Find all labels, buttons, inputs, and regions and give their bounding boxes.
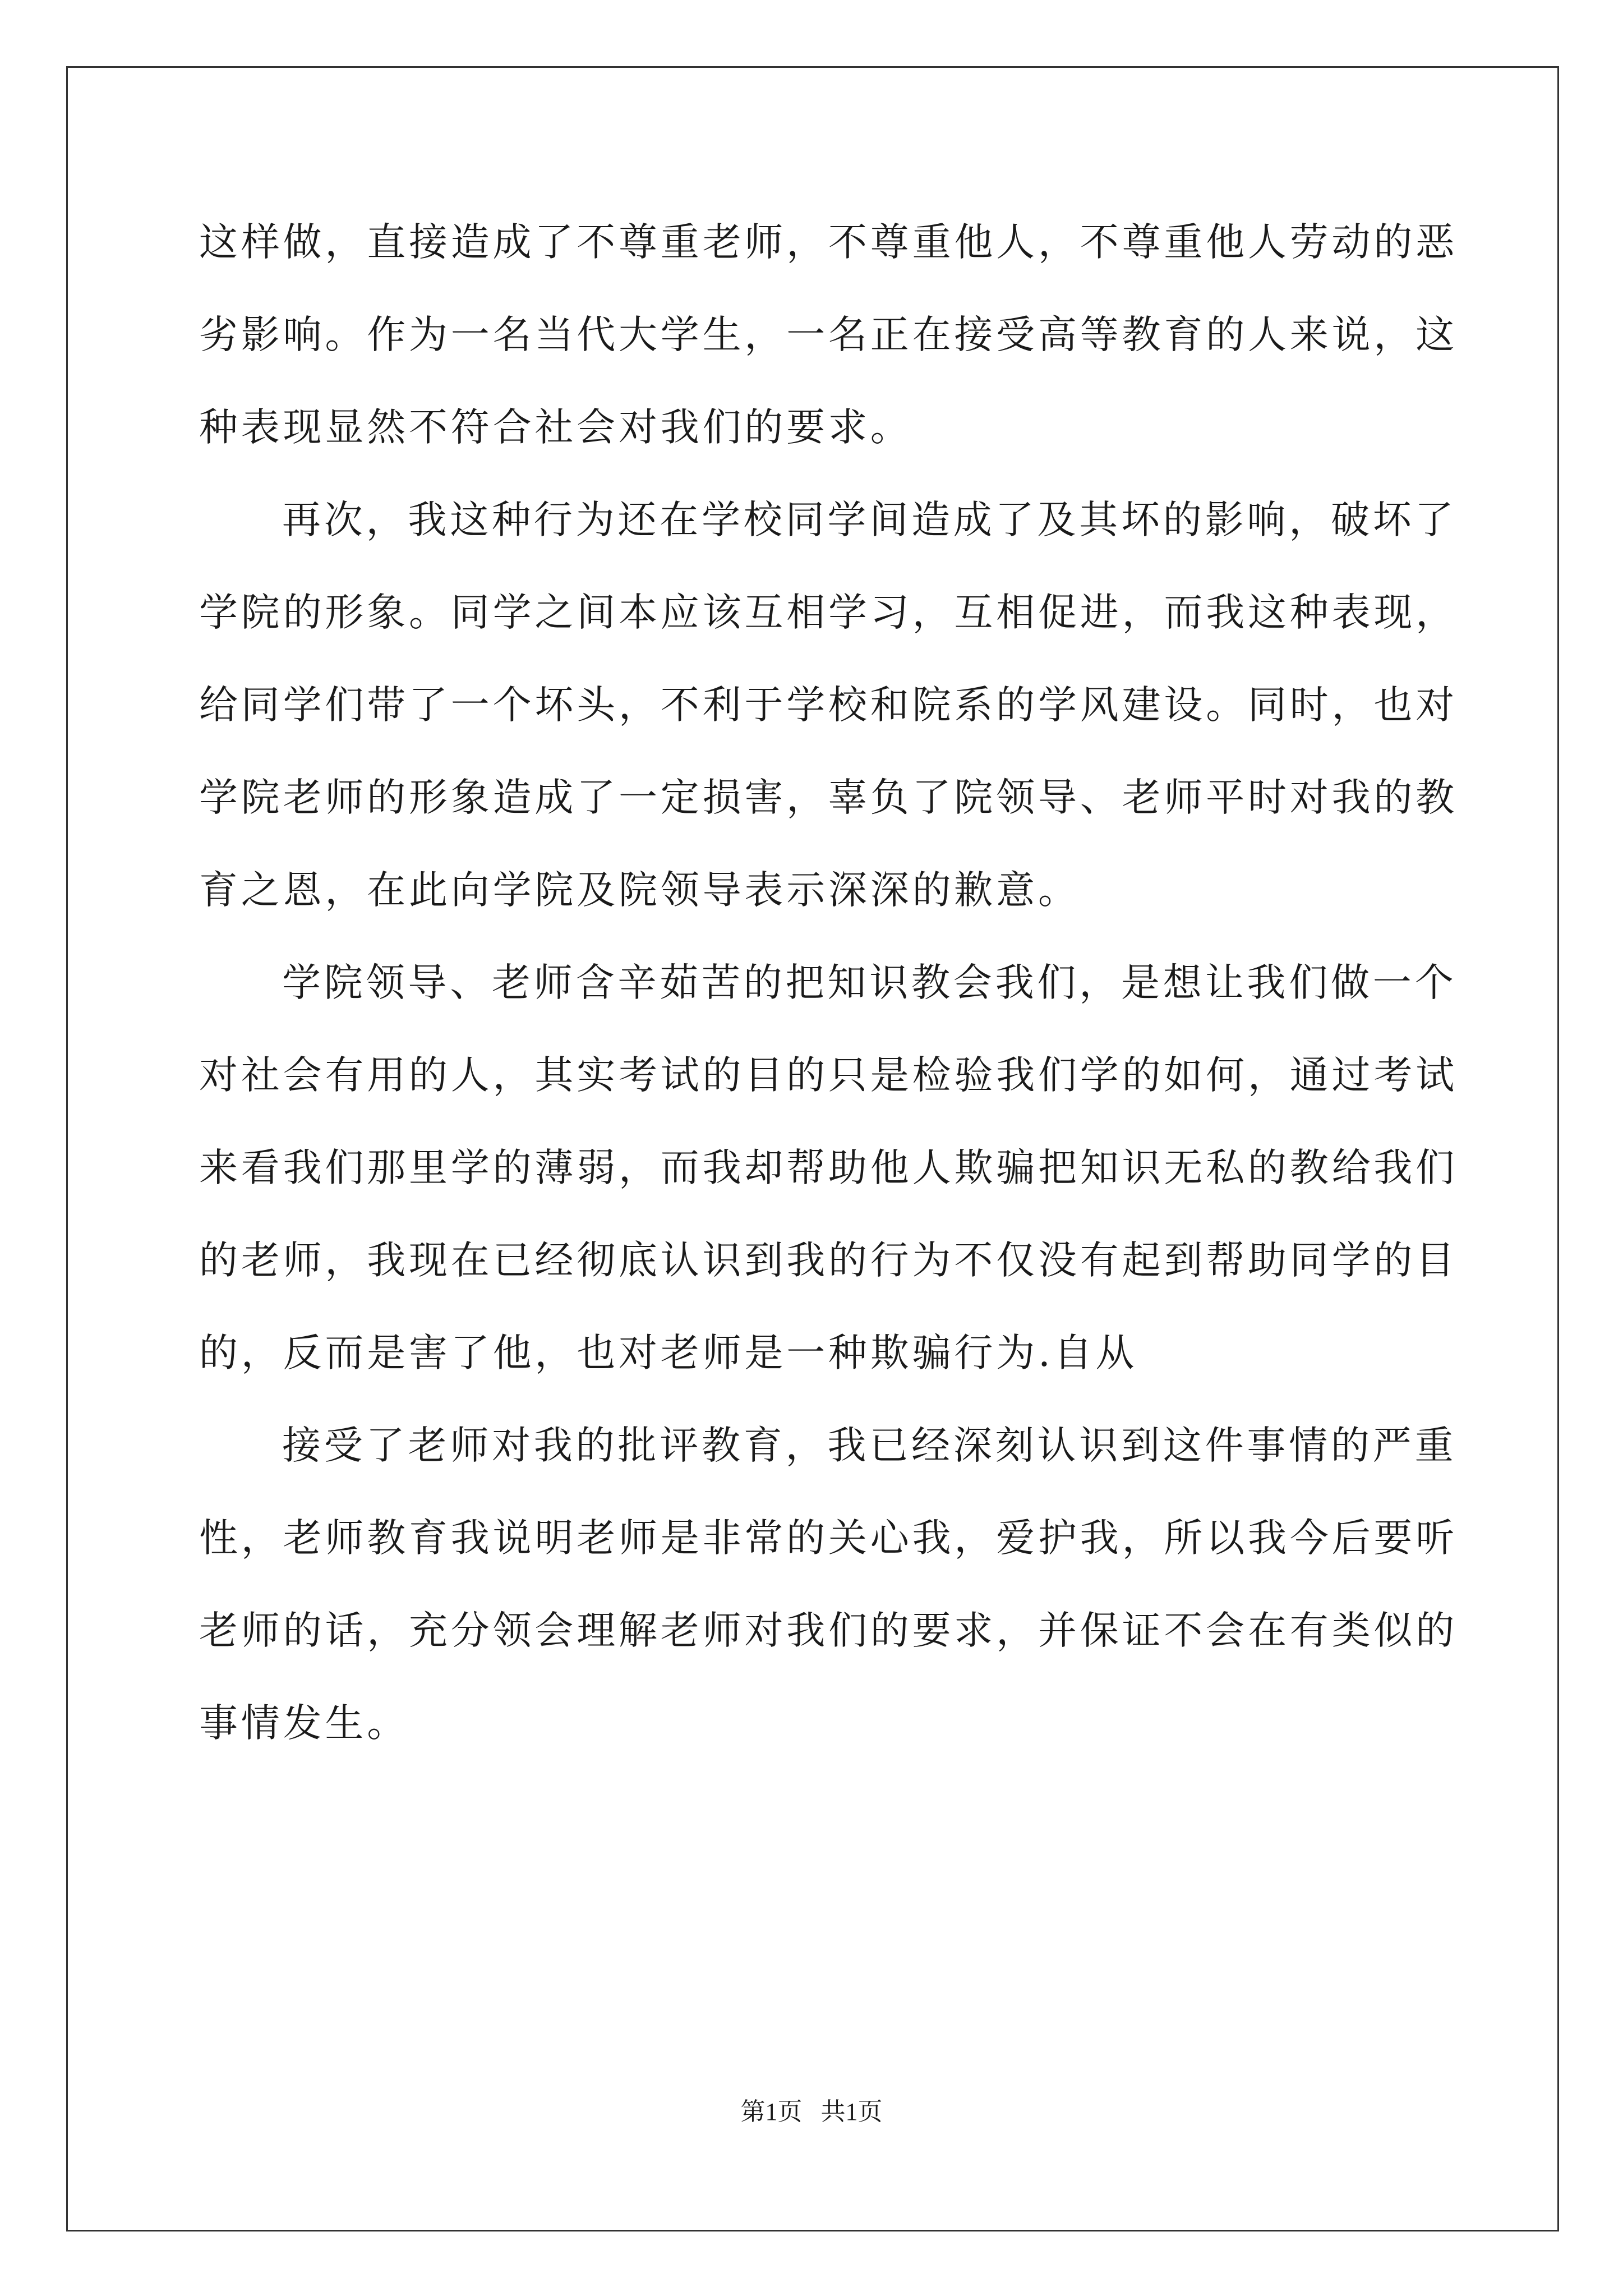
text-line: 的，反而是害了他，也对老师是一种欺骗行为.自从	[199, 1331, 1138, 1375]
text-line: 育之恩，在此向学院及院领导表示深深的歉意。	[199, 868, 1080, 913]
text-line: 来看我们那里学的薄弱，而我却帮助他人欺骗把知识无私的教给我们	[199, 1145, 1458, 1190]
text-line: 的老师，我现在已经彻底认识到我的行为不仅没有起到帮助同学的目	[199, 1238, 1458, 1283]
text-line: 学院老师的形象造成了一定损害，辜负了院领导、老师平时对我的教	[199, 775, 1458, 820]
text-line: 事情发生。	[199, 1701, 409, 1746]
paragraph-start-line: 学院领导、老师含辛茹苦的把知识教会我们，是想让我们做一个	[282, 960, 1457, 1005]
paragraph-start-line: 接受了老师对我的批评教育，我已经深刻认识到这件事情的严重	[282, 1423, 1457, 1468]
page-footer	[0, 2095, 1623, 2129]
text-line: 种表现显然不符合社会对我们的要求。	[199, 405, 912, 450]
text-line: 对社会有用的人，其实考试的目的只是检验我们学的如何，通过考试	[199, 1053, 1458, 1098]
text-line: 劣影响。作为一名当代大学生，一名正在接受高等教育的人来说，这	[199, 312, 1458, 357]
text-line: 学院的形象。同学之间本应该互相学习，互相促进，而我这种表现，	[199, 590, 1458, 635]
page-number: 第1页	[740, 2098, 803, 2125]
paragraph-start-line: 再次，我这种行为还在学校同学间造成了及其坏的影响，破坏了	[282, 498, 1457, 542]
text-line: 这样做，直接造成了不尊重老师，不尊重他人，不尊重他人劳动的恶	[199, 220, 1458, 265]
text-line: 给同学们带了一个坏头，不利于学校和院系的学风建设。同时，也对	[199, 683, 1458, 728]
text-line: 老师的话，充分领会理解老师对我们的要求，并保证不会在有类似的	[199, 1608, 1458, 1653]
page-total: 共1页	[820, 2098, 883, 2125]
text-line: 性，老师教育我说明老师是非常的关心我，爱护我，所以我今后要听	[199, 1516, 1458, 1561]
